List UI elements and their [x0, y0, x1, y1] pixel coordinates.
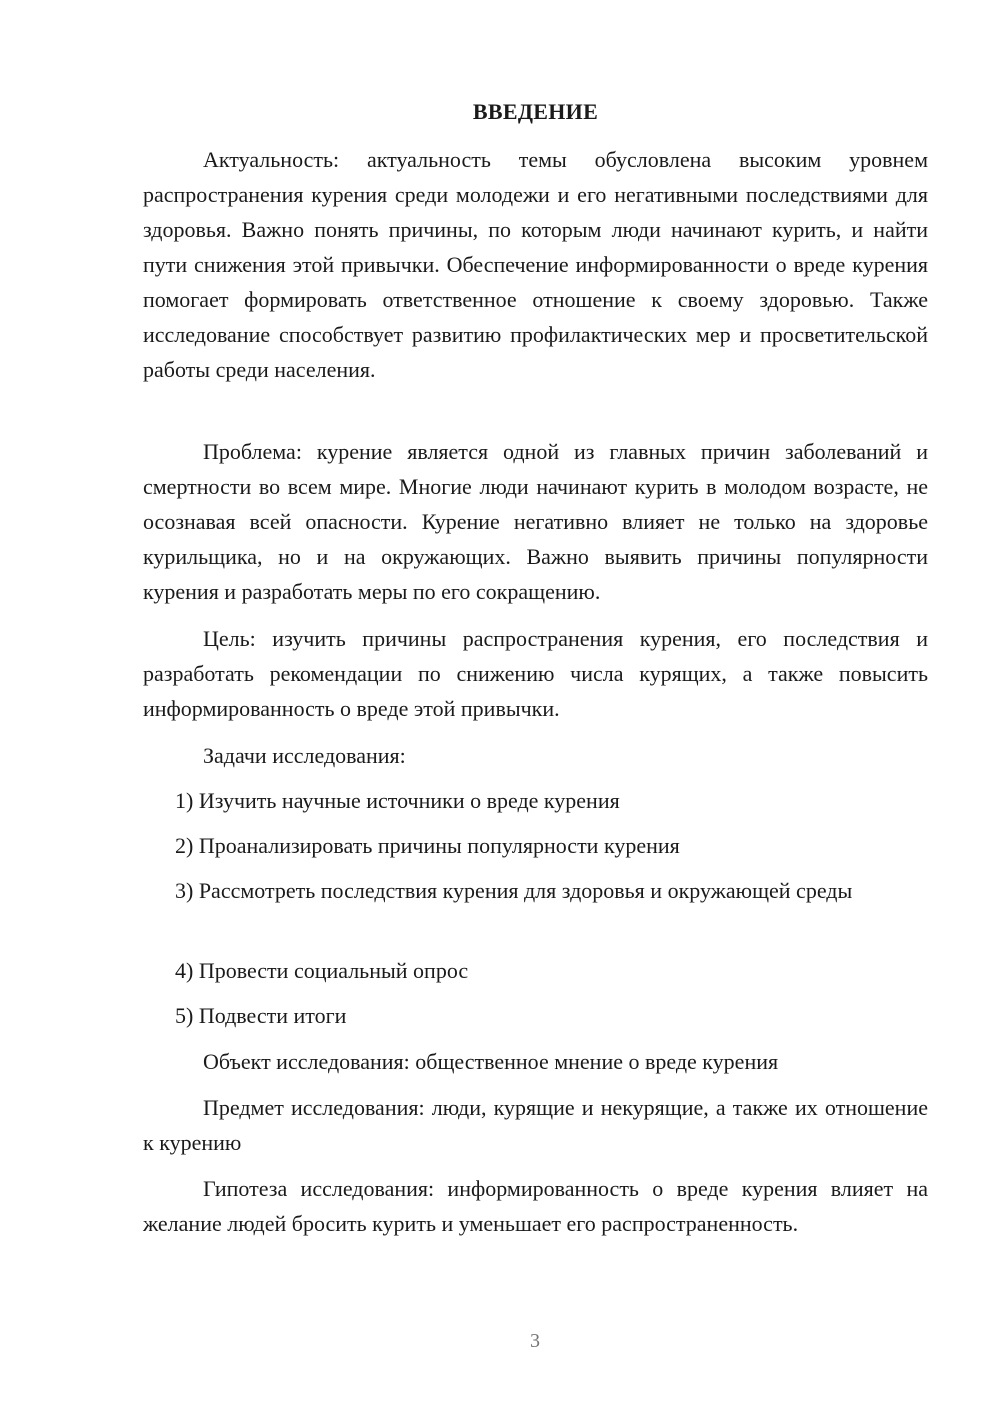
list-item: 4) Провести социальный опрос: [175, 958, 469, 983]
hypothesis-paragraph: Гипотеза исследования: информированность о вреде курения влияет на желание людей бросить курить и уменьшает его распространенность.: [143, 1176, 928, 1236]
list-item: 3) Рассмотреть последствия курения для здоровья и окружающей среды: [175, 878, 853, 903]
tasks-heading: Задачи исследования:: [203, 743, 406, 768]
relevance-paragraph: Актуальность: актуальность темы обусловлена высоким уровнем распространения курения среди молодежи и его негативными последствиями для здоровья. Важно понять причины, по которым люди начинают курить, и найти пути снижения этой привычки. Обеспечение информированности о вреде курения помогает формировать ответственное отношение к своему здоровью. Также исследование способствует развитию профилактических мер и просветительской работы среди населения.: [143, 147, 928, 382]
object-paragraph: Объект исследования: общественное мнение о вреде курения: [203, 1049, 779, 1074]
goal-paragraph: Цель: изучить причины распространения курения, его последствия и разработать рекомендации по снижению числа курящих, а также повысить информированность о вреде этой привычки.: [143, 626, 928, 721]
list-item: 1) Изучить научные источники о вреде курения: [175, 788, 620, 813]
page-number: 3: [530, 1330, 540, 1352]
page-title: ВВЕДЕНИЕ: [472, 99, 599, 124]
subject-paragraph: Предмет исследования: люди, курящие и некурящие, а также их отношение к курению: [143, 1095, 928, 1155]
list-item: 5) Подвести итоги: [175, 1003, 347, 1028]
list-item: 2) Проанализировать причины популярности курения: [175, 833, 680, 858]
problem-paragraph: Проблема: курение является одной из главных причин заболеваний и смертности во всем мире. Многие люди начинают курить в молодом возрасте, не осознавая всей опасности. Курение негативно влияет не только на здоровье курильщика, но и на окружающих. Важно выявить причины популярности курения и разработать меры по его сокращению.: [143, 439, 928, 604]
